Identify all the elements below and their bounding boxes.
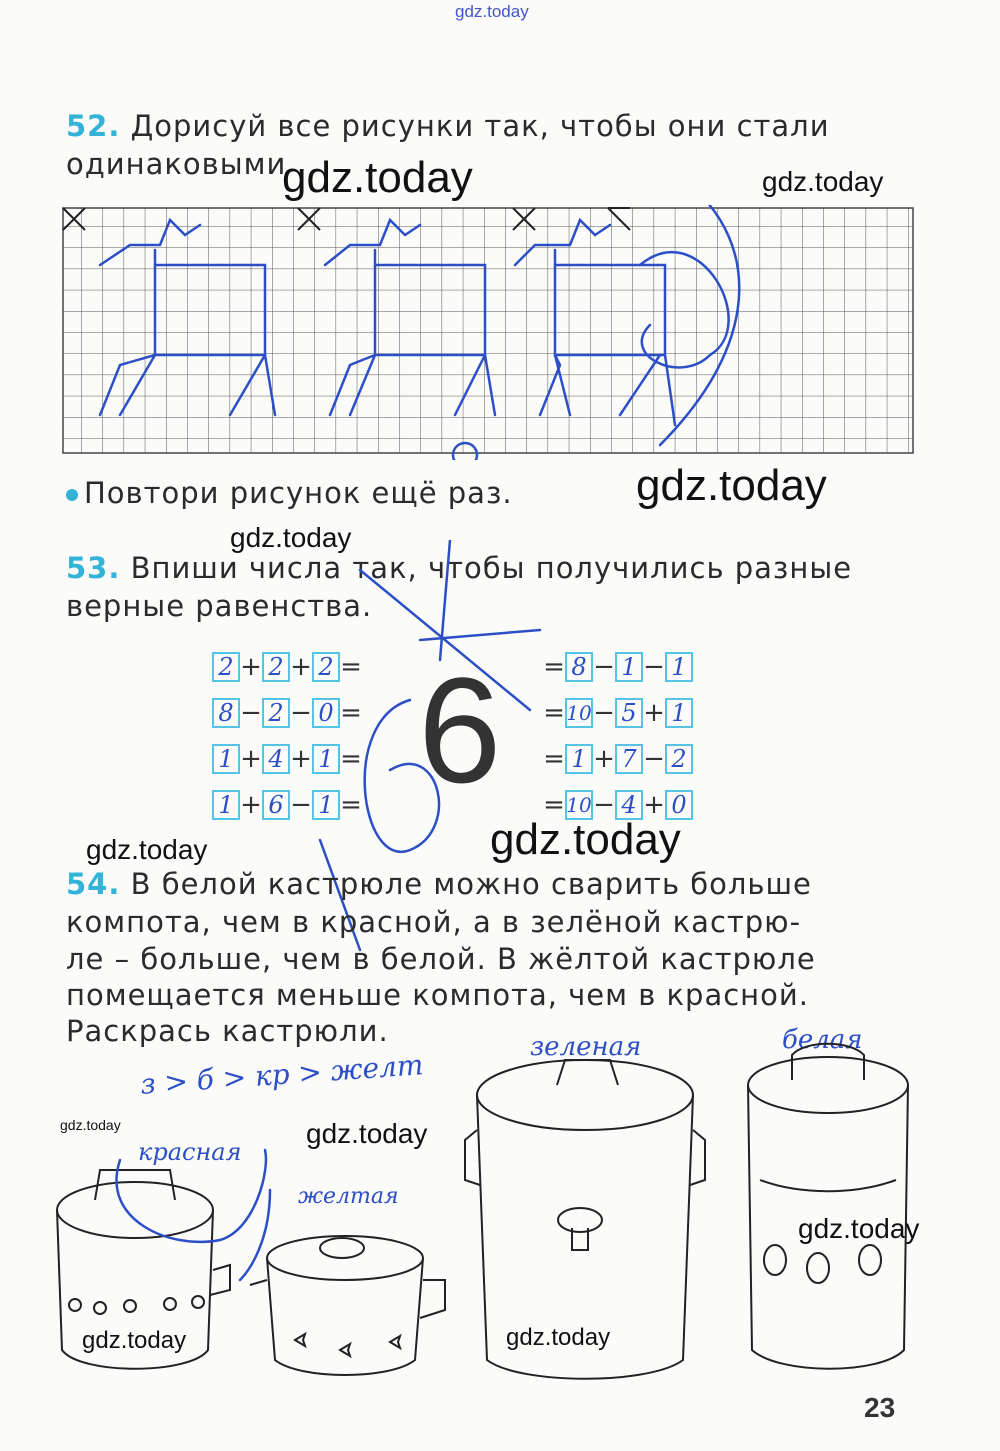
task-52-number: 52. bbox=[66, 109, 121, 143]
task-54-line2: компота, чем в красной, а в зелёной кастрю- bbox=[66, 905, 802, 939]
equals-sign: = bbox=[340, 790, 362, 820]
task-53-number: 53. bbox=[66, 551, 121, 585]
label-white: белая bbox=[782, 1025, 863, 1055]
yellow-pot bbox=[250, 1236, 445, 1375]
answer-box[interactable]: 0 bbox=[312, 698, 340, 728]
operator: + bbox=[290, 744, 312, 774]
equals-sign: = bbox=[543, 698, 565, 728]
operator: + bbox=[240, 744, 262, 774]
watermark: gdz.today bbox=[82, 1327, 187, 1354]
watermark: gdz.today bbox=[762, 166, 884, 197]
label-red: красная bbox=[138, 1138, 242, 1166]
answer-box[interactable]: 1 bbox=[312, 744, 340, 774]
answer-box[interactable]: 2 bbox=[312, 652, 340, 682]
answer-box[interactable]: 10 bbox=[565, 698, 593, 728]
drawing-grid bbox=[60, 205, 920, 460]
answer-box[interactable]: 1 bbox=[665, 652, 693, 682]
equals-sign: = bbox=[543, 790, 565, 820]
task-54-line3: ле – больше, чем в белой. В жёлтой кастрюле bbox=[66, 942, 816, 976]
answer-box[interactable]: 4 bbox=[262, 744, 290, 774]
answer-box[interactable]: 6 bbox=[262, 790, 290, 820]
watermark: gdz.today bbox=[86, 834, 208, 865]
answer-box[interactable]: 2 bbox=[262, 698, 290, 728]
answer-box[interactable]: 1 bbox=[212, 790, 240, 820]
task-52-line2: одинаковыми bbox=[66, 147, 287, 181]
operator: − bbox=[290, 790, 312, 820]
task-53-text: Впиши числа так, чтобы получились разные bbox=[130, 551, 853, 585]
equals-sign: = bbox=[340, 652, 362, 682]
task-52-text: Дорисуй все рисунки так, чтобы они стали bbox=[130, 109, 830, 143]
handwritten-order: з > б > кр > желт bbox=[139, 1048, 425, 1101]
equals-sign: = bbox=[340, 744, 362, 774]
task-52-repeat-text: Повтори рисунок ещё раз. bbox=[84, 476, 513, 510]
task-53-line2: верные равенства. bbox=[66, 589, 373, 623]
page-number: 23 bbox=[864, 1392, 896, 1423]
equals-sign: = bbox=[543, 744, 565, 774]
operator: + bbox=[240, 790, 262, 820]
watermark: gdz.today bbox=[60, 1117, 121, 1133]
bullet-icon bbox=[66, 489, 78, 501]
answer-box[interactable]: 8 bbox=[565, 652, 593, 682]
task-54-line4: помещается меньше компота, чем в красной. bbox=[66, 978, 809, 1012]
equals-sign: = bbox=[340, 698, 362, 728]
operator: − bbox=[593, 652, 615, 682]
watermark: gdz.today bbox=[636, 461, 827, 510]
operator: − bbox=[240, 698, 262, 728]
operator: + bbox=[240, 652, 262, 682]
watermark: gdz.today bbox=[798, 1213, 920, 1244]
answer-box[interactable]: 10 bbox=[565, 790, 593, 820]
answer-box[interactable]: 1 bbox=[312, 790, 340, 820]
task-52-repeat bbox=[66, 475, 513, 512]
answer-box[interactable]: 7 bbox=[615, 744, 643, 774]
answer-box[interactable]: 5 bbox=[615, 698, 643, 728]
operator: − bbox=[593, 790, 615, 820]
equals-sign: = bbox=[543, 652, 565, 682]
right-equation-2 bbox=[543, 696, 693, 730]
operator: − bbox=[643, 652, 665, 682]
watermark: gdz.today bbox=[506, 1324, 611, 1351]
answer-box[interactable]: 8 bbox=[212, 698, 240, 728]
right-equation-3 bbox=[543, 742, 693, 776]
site-header: gdz.today bbox=[455, 2, 529, 21]
answer-box[interactable]: 0 bbox=[665, 790, 693, 820]
watermark: gdz.today bbox=[230, 522, 352, 553]
answer-box[interactable]: 2 bbox=[665, 744, 693, 774]
task-52-line1 bbox=[66, 108, 916, 145]
operator: − bbox=[643, 744, 665, 774]
big-number: 6 bbox=[418, 646, 502, 814]
watermark: gdz.today bbox=[490, 815, 681, 864]
answer-box[interactable]: 1 bbox=[565, 744, 593, 774]
answer-box[interactable]: 1 bbox=[665, 698, 693, 728]
task-54-line5: Раскрась кастрюли. bbox=[66, 1014, 389, 1048]
operator: − bbox=[593, 698, 615, 728]
label-green: зеленая bbox=[530, 1032, 642, 1062]
watermark: gdz.today bbox=[282, 153, 473, 202]
operator: − bbox=[290, 698, 312, 728]
answer-box[interactable]: 1 bbox=[212, 744, 240, 774]
operator: + bbox=[643, 790, 665, 820]
answer-box[interactable]: 2 bbox=[212, 652, 240, 682]
operator: + bbox=[290, 652, 312, 682]
right-equation-1 bbox=[543, 650, 693, 684]
task-54-number: 54. bbox=[66, 867, 121, 901]
watermark: gdz.today bbox=[306, 1118, 428, 1149]
label-yellow: желтая bbox=[298, 1184, 399, 1209]
operator: + bbox=[643, 698, 665, 728]
operator: + bbox=[593, 744, 615, 774]
answer-box[interactable]: 2 bbox=[262, 652, 290, 682]
answer-box[interactable]: 1 bbox=[615, 652, 643, 682]
answer-box[interactable]: 4 bbox=[615, 790, 643, 820]
task-54-line1 bbox=[66, 866, 916, 903]
white-pot bbox=[748, 1044, 908, 1369]
task-54-text: В белой кастрюле можно сварить больше bbox=[130, 867, 812, 901]
